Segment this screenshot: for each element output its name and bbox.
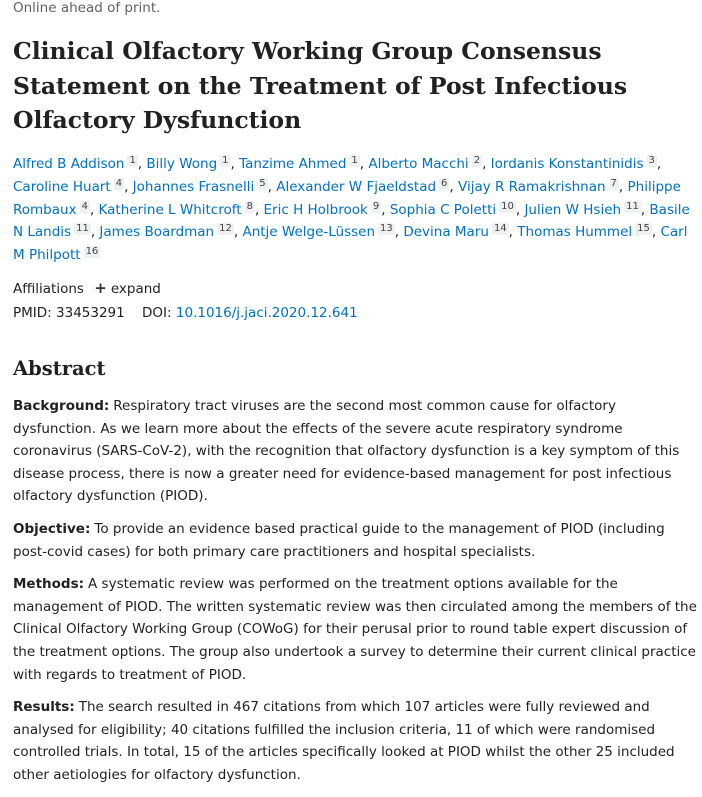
author-link[interactable]: Antje Welge-Lüssen bbox=[242, 224, 376, 241]
abstract-section-text: Respiratory tract viruses are the second most common cause for olfactory dysfunction. As we learn more about the effects of the severe acute respiratory syndrome coronavirus (SARS-CoV-2), with the recognition that olfactory dysfunction is a key symptom of this disease process, there is now a greater need for evidence-based management for post infectious olfactory dysfunction (PIOD). bbox=[13, 398, 680, 505]
author-link[interactable]: Billy Wong bbox=[146, 156, 218, 172]
author-link[interactable]: Thomas Hummel bbox=[517, 224, 633, 241]
affiliation-number[interactable]: 1 bbox=[351, 155, 358, 166]
affiliation-number[interactable]: 1 bbox=[222, 155, 229, 166]
abstract-section bbox=[13, 518, 697, 563]
author-link[interactable]: Johannes Frasnelli bbox=[132, 178, 255, 195]
abstract-section-label: Results: bbox=[13, 699, 75, 716]
author-list: Alfred B Addison 1 , Billy Wong 1 , Tanzime Ahmed 1 , Alberto Macchi 2 , Iordanis Konstantinidis 3 , Caroline Huart 4 , Johannes Frasnelli 5 , Alexander W Fjaeldstad 6 , Vijay R Ramakrishnan 7 , Philippe Rombaux 4 , Katherine L Whitcroft 8 , Eric H Holbrook 9 , Sophia C Poletti 10 , Julien W Hsieh 11 , Basile N Landis 11 , James Boardman 12 , Antje Welge-Lüssen 13 , Devina Maru 14 , Thomas Hummel 15 , Carl M Philpott 16 bbox=[13, 155, 690, 264]
affiliation-number[interactable]: 7 bbox=[610, 177, 617, 189]
plus-icon: + bbox=[94, 279, 107, 297]
affiliation-number[interactable]: 1 bbox=[129, 155, 136, 166]
author-link[interactable]: Vijay R Ramakrishnan bbox=[458, 178, 606, 195]
author-link[interactable]: Devina Maru bbox=[403, 224, 489, 241]
author-link[interactable]: Basile N Landis bbox=[13, 201, 690, 241]
affiliation-number[interactable]: 4 bbox=[81, 200, 88, 212]
author-link[interactable]: James Boardman bbox=[99, 224, 215, 241]
affiliation-number[interactable]: 8 bbox=[246, 200, 253, 212]
abstract-section-text: To provide an evidence based practical guide to the management of PIOD (including post-covid cases) for both primary care practitioners and hospital specialists. bbox=[13, 520, 665, 560]
affiliation-number[interactable]: 9 bbox=[372, 200, 380, 212]
author-link[interactable]: Alfred B Addison bbox=[13, 156, 125, 172]
affiliation-number[interactable]: 15 bbox=[637, 223, 650, 235]
pmid-label: PMID: bbox=[13, 305, 52, 321]
author-link[interactable]: Katherine L Whitcroft bbox=[98, 201, 242, 218]
doi-link[interactable]: 10.1016/j.jaci.2020.12.641 bbox=[175, 305, 358, 321]
affiliation-number[interactable]: 11 bbox=[76, 223, 89, 235]
affiliation-number[interactable]: 6 bbox=[441, 177, 448, 189]
abstract-section bbox=[13, 696, 697, 786]
affiliations-row bbox=[13, 278, 161, 299]
author-link[interactable]: Julien W Hsieh bbox=[524, 201, 622, 218]
affiliation-number[interactable]: 14 bbox=[493, 223, 507, 235]
abstract-section-text: A systematic review was performed on the treatment options available for the management of PIOD. The written systematic review was then circulated among the members of the Clinical Olfactory Working Group (COWoG) for their perusal prior to round table expert discussion of the treatment options. The group also undertook a survey to determine their current clinical practice with regards to treatment of PIOD. bbox=[13, 576, 697, 683]
abstract-section bbox=[13, 573, 697, 686]
expand-label: expand bbox=[110, 281, 161, 297]
affiliation-number[interactable]: 4 bbox=[115, 177, 123, 189]
affiliations-label: Affiliations bbox=[13, 281, 84, 297]
author-link[interactable]: Carl M Philpott bbox=[13, 224, 688, 264]
affiliation-number[interactable]: 11 bbox=[626, 200, 639, 212]
author-link[interactable]: Alexander W Fjaeldstad bbox=[276, 178, 437, 195]
affiliation-number[interactable]: 2 bbox=[473, 155, 481, 166]
article-title: Clinical Olfactory Working Group Consensus Statement on the Treatment of Post Infectious Olfactory Dysfunction bbox=[13, 37, 628, 134]
abstract-section-label: Background: bbox=[13, 398, 110, 414]
abstract-section-label: Objective: bbox=[13, 520, 91, 537]
affiliation-number[interactable]: 12 bbox=[219, 223, 232, 235]
author-link[interactable]: Eric H Holbrook bbox=[263, 201, 368, 218]
affiliation-number[interactable]: 16 bbox=[85, 246, 99, 258]
author-link[interactable]: Alberto Macchi bbox=[368, 156, 469, 172]
abstract-section-label: Methods: bbox=[13, 576, 85, 593]
author-link[interactable]: Caroline Huart bbox=[13, 178, 111, 195]
pmid-value: 33453291 bbox=[56, 305, 125, 321]
article-identifiers bbox=[13, 302, 358, 324]
abstract-section-text: The search resulted in 467 citations from which 107 articles were fully reviewed and analysed for eligibility; 40 citations fulfilled the inclusion criteria, 11 of which were randomised controlled trials. In total, 15 of the articles specifically looked at PIOD whilst the other 25 included other aetiologies for olfactory dysfunction. bbox=[13, 699, 675, 783]
doi-label: DOI: bbox=[142, 305, 172, 321]
author-link[interactable]: Philippe Rombaux bbox=[13, 178, 681, 218]
abstract-heading: Abstract bbox=[13, 357, 106, 380]
affiliation-number[interactable]: 5 bbox=[259, 177, 266, 189]
abstract-body bbox=[13, 395, 697, 797]
affiliation-number[interactable]: 10 bbox=[501, 200, 514, 212]
affiliation-number[interactable]: 3 bbox=[648, 155, 655, 166]
publication-status: Online ahead of print. bbox=[13, 0, 161, 16]
author-link[interactable]: Tanzime Ahmed bbox=[239, 156, 347, 172]
author-link[interactable]: Sophia C Poletti bbox=[389, 201, 497, 218]
affiliation-number[interactable]: 13 bbox=[380, 223, 393, 235]
author-link[interactable]: Iordanis Konstantinidis bbox=[490, 156, 644, 172]
abstract-section bbox=[13, 395, 697, 508]
expand-affiliations-button[interactable] bbox=[94, 281, 161, 297]
